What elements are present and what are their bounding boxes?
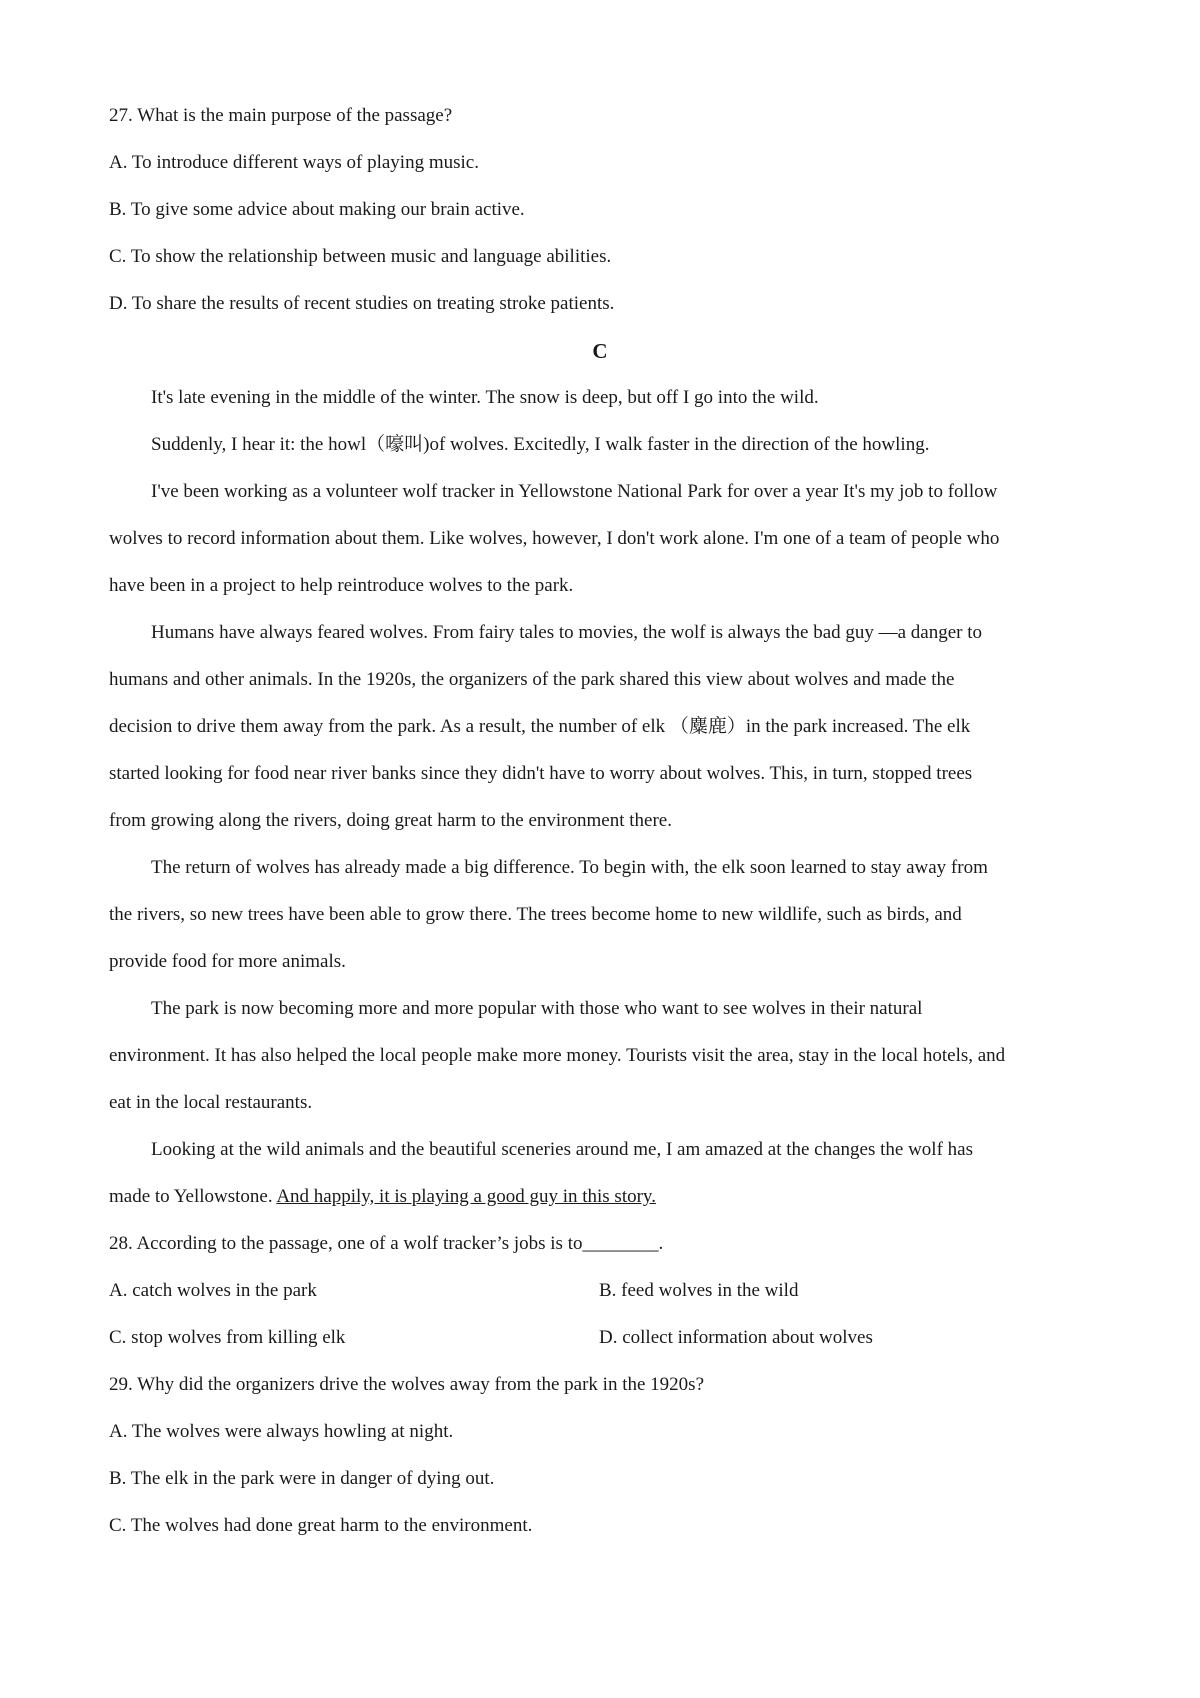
passage-line: from growing along the rivers, doing great harm to the environment there. [109, 810, 672, 831]
passage-last-line [109, 1185, 656, 1209]
q27-option-a: A. To introduce different ways of playing music. [109, 152, 479, 173]
passage-line: provide food for more animals. [109, 951, 346, 972]
q29-option-a: A. The wolves were always howling at night. [109, 1421, 454, 1442]
q29-option-c: C. The wolves had done great harm to the environment. [109, 1515, 533, 1536]
q27-option-d: D. To share the results of recent studies on treating stroke patients. [109, 293, 615, 314]
passage-line: started looking for food near river banks since they didn't have to worry about wolves. This, in turn, stopped trees [109, 763, 973, 784]
q28-option-c: C. stop wolves from killing elk [109, 1327, 346, 1348]
passage-line: The return of wolves has already made a big difference. To begin with, the elk soon learned to stay away from [151, 857, 988, 878]
q28-option-b: B. feed wolves in the wild [599, 1280, 799, 1301]
q29-option-b: B. The elk in the park were in danger of dying out. [109, 1468, 495, 1489]
passage-line: wolves to record information about them. Like wolves, however, I don't work alone. I'm one of a team of people who [109, 528, 1000, 549]
passage-line: the rivers, so new trees have been able to grow there. The trees become home to new wildlife, such as birds, and [109, 904, 962, 925]
passage-line: environment. It has also helped the local people make more money. Tourists visit the area, stay in the local hotels, and [109, 1045, 1006, 1066]
passage-line: Humans have always feared wolves. From fairy tales to movies, the wolf is always the bad guy —a danger to [151, 622, 983, 643]
passage-line: The park is now becoming more and more popular with those who want to see wolves in their natural [151, 998, 923, 1019]
q27-option-b: B. To give some advice about making our brain active. [109, 199, 525, 220]
q27-option-c: C. To show the relationship between music and language abilities. [109, 246, 612, 267]
q28-option-d: D. collect information about wolves [599, 1327, 873, 1348]
passage-line: It's late evening in the middle of the winter. The snow is deep, but off I go into the wild. [151, 387, 819, 408]
question-28: 28. According to the passage, one of a wolf tracker’s jobs is to________. [109, 1233, 664, 1254]
passage-line: Suddenly, I hear it: the howl（嚎叫)of wolves. Excitedly, I walk faster in the direction of the howling. [151, 434, 930, 455]
passage-line: decision to drive them away from the park. As a result, the number of elk （麋鹿）in the park increased. The elk [109, 716, 971, 737]
underlined-sentence: And happily, it is playing a good guy in this story. [276, 1186, 656, 1207]
passage-line: humans and other animals. In the 1920s, the organizers of the park shared this view about wolves and made the [109, 669, 955, 690]
passage-last-line-plain: made to Yellowstone. [109, 1186, 277, 1207]
q28-option-a: A. catch wolves in the park [109, 1280, 317, 1301]
section-title: C [592, 339, 608, 363]
passage-line: Looking at the wild animals and the beautiful sceneries around me, I am amazed at the changes the wolf has [151, 1139, 973, 1160]
passage-line: have been in a project to help reintroduce wolves to the park. [109, 575, 574, 596]
passage-line: eat in the local restaurants. [109, 1092, 313, 1113]
question-29: 29. Why did the organizers drive the wolves away from the park in the 1920s? [109, 1374, 705, 1395]
question-27: 27. What is the main purpose of the passage? [109, 105, 453, 126]
passage-line: I've been working as a volunteer wolf tracker in Yellowstone National Park for over a year It's my job to follow [151, 481, 998, 502]
